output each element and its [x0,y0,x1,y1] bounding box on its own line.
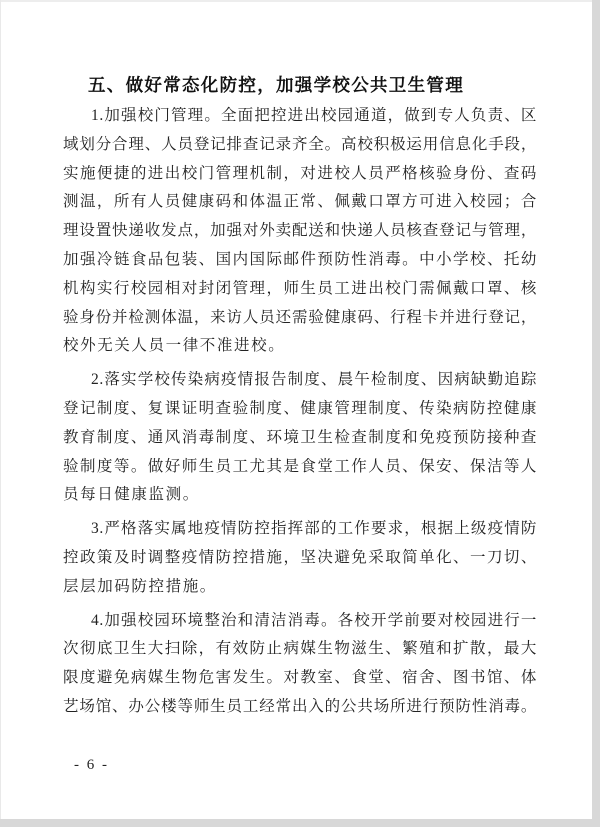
text-line: 理设置快递收发点，加强对外卖配送和快递人员核查登记与管理， [63,222,537,240]
text-line: 艺场馆、办公楼等师生员工经常出入的公共场所进行预防性消毒。 [63,697,537,715]
text-line: 限度避免病媒生物危害发生。对教室、食堂、宿舍、图书馆、体 [63,669,537,687]
text-line: 机构实行校园相对封闭管理，师生员工进出校门需佩戴口罩、核 [63,279,537,297]
text-line: 教育制度、通风消毒制度、环境卫生检查制度和免疫预防接种查 [63,428,537,446]
document-body [63,102,537,722]
text-line: 验身份并检测体温，来访人员还需验健康码、行程卡并进行登记， [63,308,537,326]
text-line: 2.落实学校传染病疫情报告制度、晨午检制度、因病缺勤追踪 [91,371,537,389]
scan-edge-left [0,0,1,827]
paragraph [63,366,537,510]
paragraph [63,102,537,361]
text-line: 验制度等。做好师生员工尤其是食堂工作人员、保安、保洁等人 [63,457,537,475]
document-content [63,70,537,727]
paragraph [63,607,537,722]
text-line: 4.加强校园环境整治和清洁消毒。各校开学前要对校园进行一 [91,611,537,629]
text-line: 加强冷链食品包装、国内国际邮件预防性消毒。中小学校、托幼 [63,250,537,268]
paragraph [63,515,537,601]
page-number: - 6 - [74,757,109,773]
text-line: 1.加强校门管理。全面把控进出校园通道，做到专人负责、区 [91,107,537,124]
text-line: 校外无关人员一律不准进校。 [63,337,286,355]
text-line: 登记制度、复课证明查验制度、健康管理制度、传染病防控健康 [63,399,537,417]
section-heading: 五、做好常态化防控，加强学校公共卫生管理 [88,75,464,95]
text-line: 控政策及时调整疫情防控措施，坚决避免采取简单化、一刀切、 [63,548,537,566]
text-line: 次彻底卫生大扫除，有效防止病媒生物滋生、繁殖和扩散，最大 [63,640,537,658]
text-line: 实施便捷的进出校门管理机制，对进校人员严格核验身份、查码 [63,164,537,182]
text-line: 员每日健康监测。 [63,486,200,504]
scan-edge-bottom [0,819,600,827]
text-line: 层层加码防控措施。 [63,577,217,595]
text-line: 测温，所有人员健康码和体温正常、佩戴口罩方可进入校园；合 [63,193,537,211]
text-line: 域划分合理、人员登记排查记录齐全。高校积极运用信息化手段， [63,135,537,153]
scan-edge-right [592,0,600,827]
scan-edge-top [0,0,600,2]
text-line: 3.严格落实属地疫情防控指挥部的工作要求，根据上级疫情防 [91,520,537,538]
